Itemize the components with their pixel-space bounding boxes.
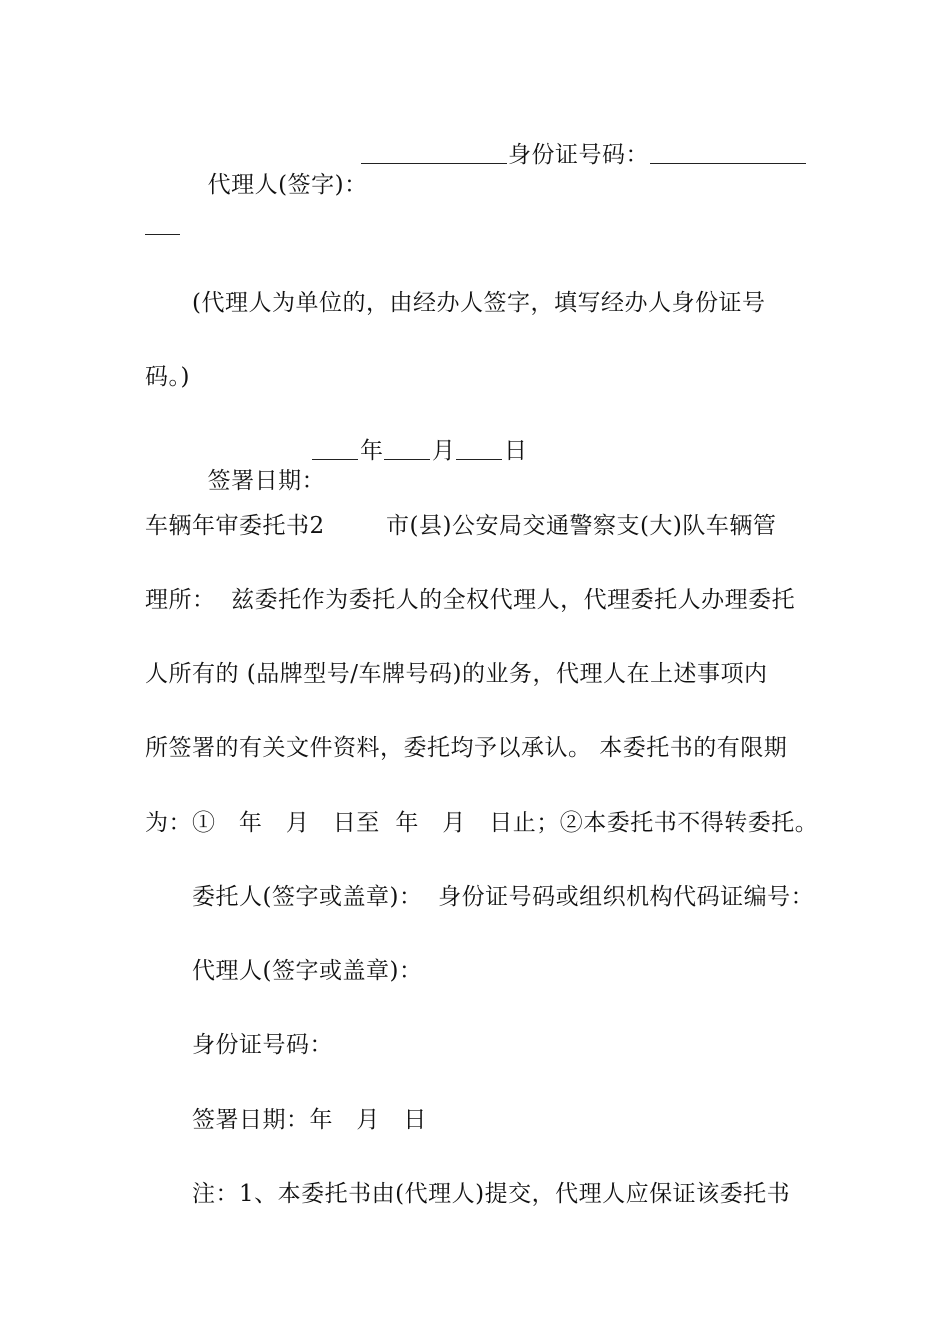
document-title: 车辆年审委托书2 <box>145 513 325 539</box>
day-blank <box>456 459 502 460</box>
note-line-1: 注：1、本委托书由(代理人)提交，代理人应保证该委托书 <box>192 1181 791 1207</box>
body-line-2: 人所有的 (品牌型号/车牌号码)的业务，代理人在上述事项内 <box>145 661 768 687</box>
agent-signature-label: 代理人(签字)： <box>207 172 368 198</box>
day-text: 日 <box>504 438 528 464</box>
principal-signature-line: 委托人(签字或盖章)： 身份证号码或组织机构代码证编号： <box>192 884 815 910</box>
agent-id-blank-continued <box>145 234 180 235</box>
unit-agent-note-cont: 码。) <box>145 364 190 390</box>
signing-date-line <box>192 436 325 496</box>
agent-signature-blank <box>361 163 507 164</box>
agent-id-line: 身份证号码： <box>192 1032 333 1058</box>
signing-date-label: 签署日期： <box>207 468 326 494</box>
addressee-line: 市(县)公安局交通警察支(大)队车辆管 <box>386 513 777 539</box>
year-text: 年 <box>360 438 384 464</box>
agent-signature-line <box>192 140 368 200</box>
signing-date-line-2: 签署日期：年 月 日 <box>192 1107 427 1133</box>
unit-agent-note: (代理人为单位的，由经办人签字，填写经办人身份证号 <box>192 290 766 316</box>
month-text: 月 <box>432 438 456 464</box>
month-blank <box>384 459 430 460</box>
agent-seal-line: 代理人(签字或盖章)： <box>192 958 423 984</box>
year-blank <box>312 459 358 460</box>
agent-id-blank <box>650 163 806 164</box>
body-line-3: 所签署的有关文件资料，委托均予以承认。 本委托书的有限期 <box>145 735 788 761</box>
body-line-4: 为：① 年 月 日至 年 月 日止；②本委托书不得转委托。 <box>145 810 819 836</box>
agent-id-label: 身份证号码： <box>508 142 649 168</box>
body-line-1: 理所： 兹委托作为委托人的全权代理人，代理委托人办理委托 <box>145 587 796 613</box>
